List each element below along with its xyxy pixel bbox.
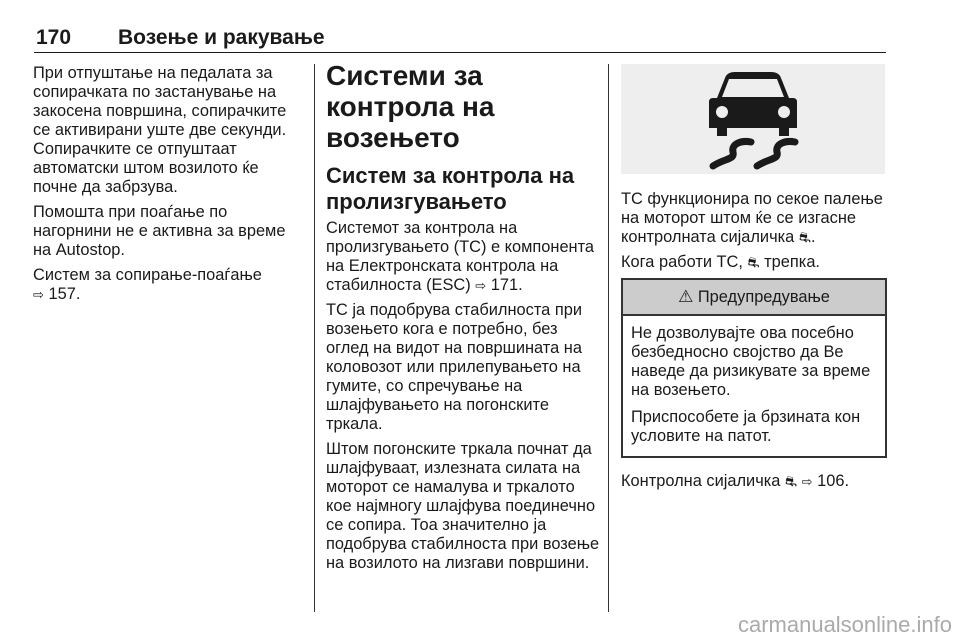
paragraph-tc-wheelspin: Штом погонските тркала почнат да шлајфуваат, излезната силата на моторот се намалува и тркалото кое најмногу шлајфува поединечно се сопира. Тоа значително ја подобрува стабилноста при возење на возилото на лизгави површини.	[326, 440, 600, 572]
page-header	[34, 22, 886, 53]
section-heading: Системи за контрола на возењето	[326, 60, 495, 153]
paragraph-tc-intro	[326, 219, 600, 295]
tc-indicator-icon: ⛐	[747, 254, 760, 270]
column-divider-1	[314, 64, 315, 612]
paragraph-indicator-ref	[621, 472, 887, 491]
watermark: carmanualsonline.info	[737, 612, 952, 637]
paragraph-stop-start-ref	[33, 266, 305, 304]
warning-box	[621, 278, 887, 458]
warning-paragraph-2: Приспособете ја брзината кон условите на патот.	[631, 408, 861, 445]
paragraph-tc-stability: TC ја подобрува стабилноста при возењето кога е потребно, без оглед на видот на површината на коловозот или прилепувањето на гумите, со спречување на шлајфувањето на погонските тркала.	[326, 301, 582, 433]
warning-body	[623, 316, 885, 456]
warning-title: Предупредување	[697, 288, 830, 306]
stop-start-page-link[interactable]: 157.	[48, 285, 81, 303]
stop-start-label: Систем за сопирање-поаѓање	[33, 266, 262, 284]
page-ref-icon: ⇨	[801, 474, 813, 489]
page-ref-icon: ⇨	[475, 278, 487, 293]
tc-intro-text: Системот за контрола на пролизгувањето (TC) е компонента на Електронската контрола на стабилноста (ESC)	[326, 219, 595, 294]
paragraph-autostop-note: Помошта при поаѓање по нагорнини не е активна за време на Autostop.	[33, 203, 286, 259]
indicator-page-link[interactable]: 106.	[817, 472, 849, 490]
page-number: 170	[36, 26, 72, 49]
paragraph-tc-flash: Кога работи TC, ⛐ трепка.	[621, 253, 820, 271]
column-3	[621, 64, 887, 497]
warning-paragraph-1: Не дозволувајте ова посебно безбедносно својство да Ве наведе да ризикувате за време на возењето.	[631, 324, 871, 399]
tc-flash-text: Кога работи TC,	[621, 253, 743, 271]
column-divider-2	[608, 64, 609, 612]
warning-header	[623, 280, 885, 316]
warning-triangle-icon: ⚠	[678, 287, 694, 306]
traction-control-car-skid-icon	[621, 64, 885, 174]
tc-operation-text: TC функционира по секое палење на моторот штом ќе се изгасне контролната сијаличка	[621, 190, 883, 246]
chapter-title: Возење и ракување	[118, 26, 325, 49]
paragraph-hill-start-release: При отпуштање на педалата за сопирачката по застанување на закосена површина, сопирачките се активирани уште две секунди. Сопирачките се отпуштаат автоматски штом возилото ќе почне да забрзува.	[33, 64, 287, 196]
tc-indicator-icon: ⛐	[798, 229, 811, 245]
paragraph-tc-operation: TC функционира по секое палење на моторот штом ќе се изгасне контролната сијаличка ⛐.	[621, 190, 883, 246]
indicator-ref-text: Контролна сијаличка	[621, 472, 781, 490]
tc-indicator-icon: ⛐	[784, 473, 798, 489]
subsection-heading: Систем за контрола на пролизгувањето	[326, 163, 575, 214]
column-2	[326, 60, 600, 579]
column-1	[33, 64, 305, 310]
page-ref-icon: ⇨	[33, 287, 44, 302]
esc-page-link[interactable]: 171.	[490, 276, 523, 294]
